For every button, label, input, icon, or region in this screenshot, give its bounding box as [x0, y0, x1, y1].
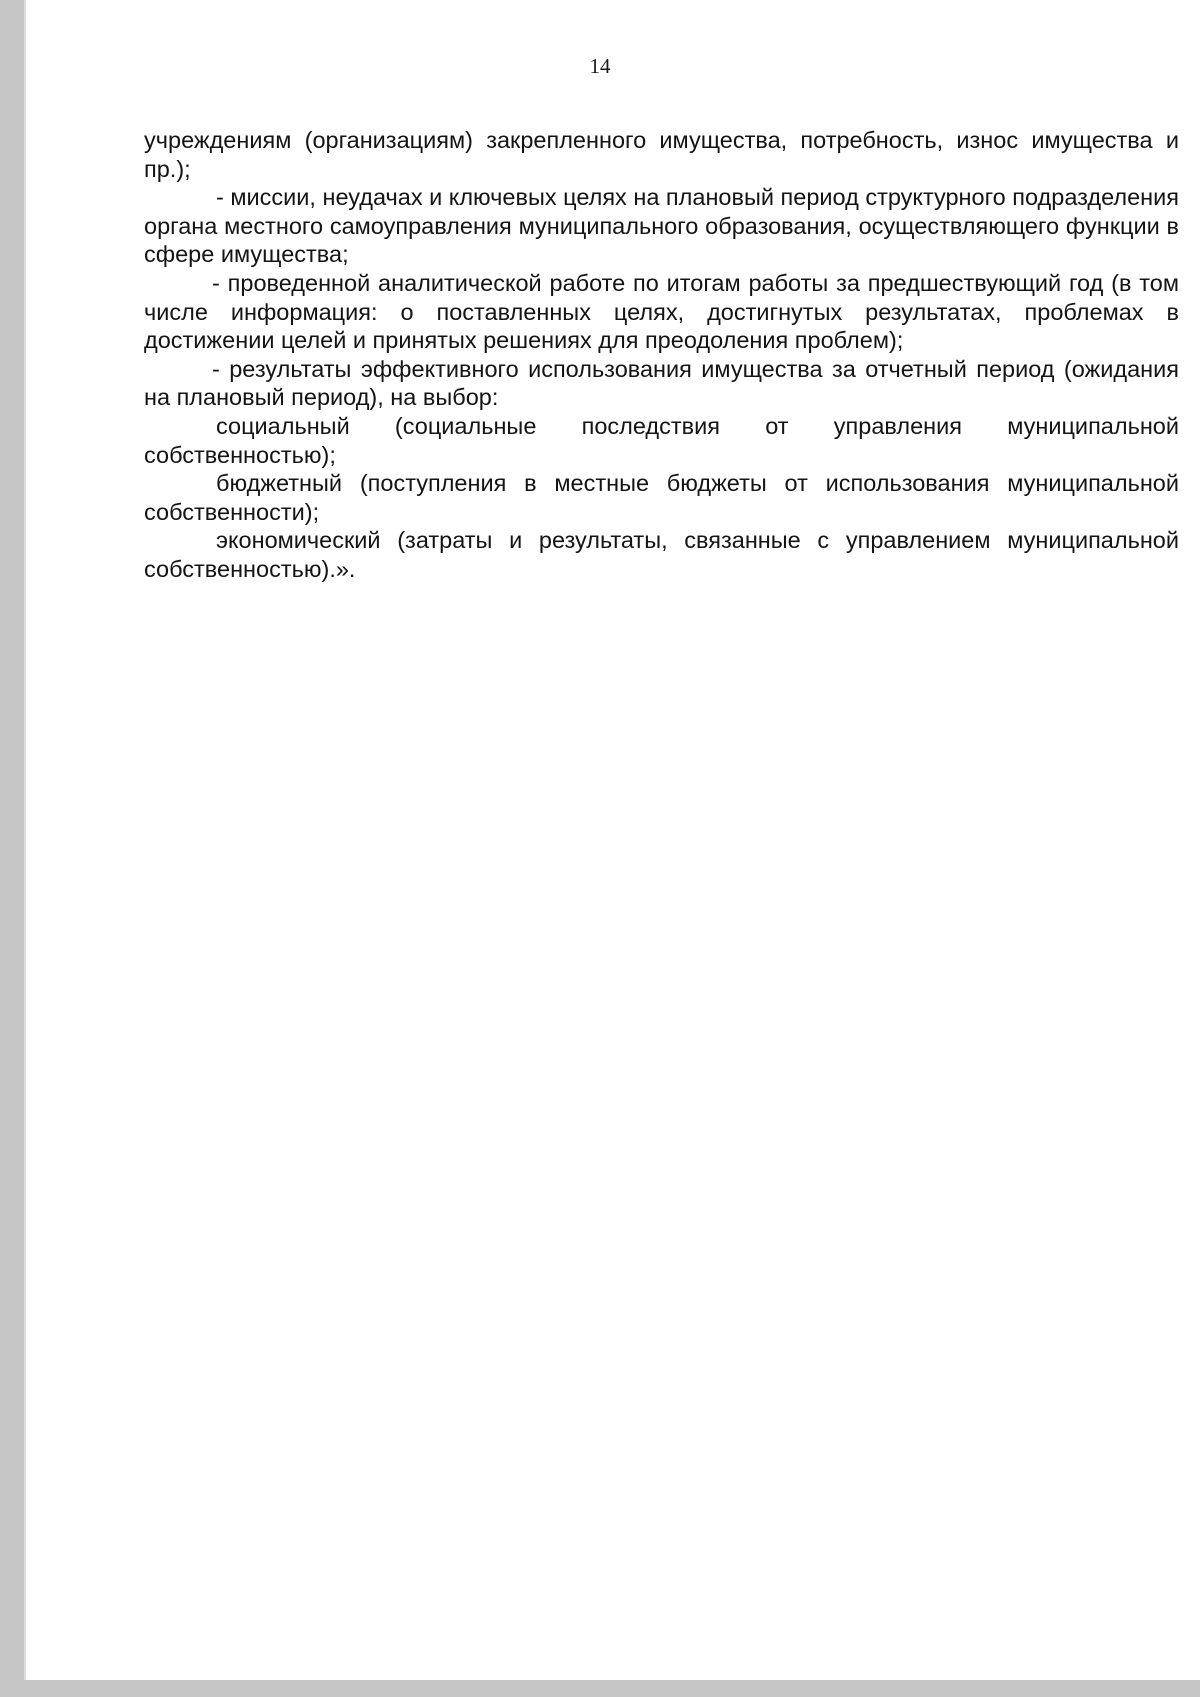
page-number: 14	[589, 54, 611, 78]
paragraph-mission: - миссии, неудачах и ключевых целях на плановый период структурного подразделения органа местного самоуправления муниципального образования, осуществляющего функции в сфере имущества;	[144, 184, 1179, 268]
page-edge	[24, 0, 26, 1680]
paragraph-results: - результаты эффективного использования имущества за отчетный период (ожидания на плановый период), на выбор:	[144, 355, 1179, 411]
document-body	[144, 126, 1179, 584]
paragraph-budget: бюджетный (поступления в местные бюджеты от использования муниципальной собственности);	[144, 470, 1179, 525]
paragraph-economic: экономический (затраты и результаты, связанные с управлением муниципальной собственностью).».	[144, 527, 1179, 582]
paragraph-social: социальный (социальные последствия от управления муниципальной собственностью);	[144, 412, 1179, 468]
paragraph-analysis: - проведенной аналитической работе по итогам работы за предшествующий год (в том числе информация: о поставленных целях, достигнутых результатах, проблемах в достижении целей и принятых решениях для преодоления проблем);	[144, 269, 1179, 354]
paragraph-continuation: учреждениям (организациям) закрепленного имущества, потребность, износ имущества и пр.);	[144, 127, 1179, 182]
